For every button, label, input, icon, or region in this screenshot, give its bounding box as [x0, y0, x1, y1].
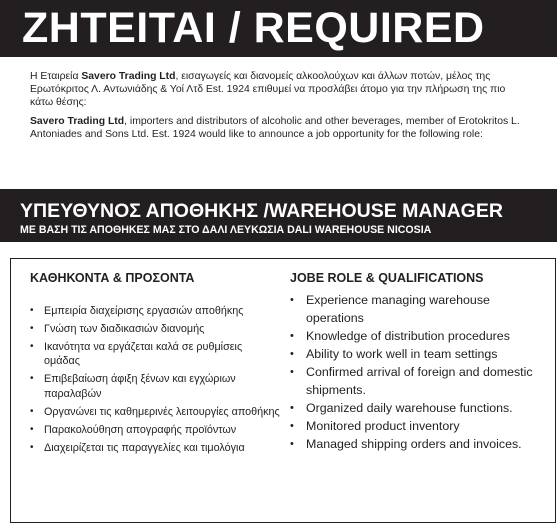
english-duty-item [290, 291, 545, 327]
english-duty-item [290, 327, 545, 345]
english-duty-item [290, 399, 545, 417]
english-duty-item-text: Knowledge of distribution procedures [306, 329, 510, 343]
bullet-icon: • [290, 366, 294, 378]
bullet-icon: • [290, 402, 294, 414]
english-duty-item-text: Managed shipping orders and invoices. [306, 437, 522, 451]
english-duty-item-text: Organized daily warehouse functions. [306, 401, 513, 415]
bullet-icon: • [290, 348, 294, 360]
page-title: ΖΗΤΕΙΤΑΙ / REQUIRED [22, 4, 485, 52]
intro-english-company: Savero Trading Ltd [30, 115, 125, 127]
intro-greek-company: Savero Trading Ltd [81, 71, 176, 82]
intro-english-paragraph [30, 115, 530, 141]
bullet-icon: • [290, 420, 294, 432]
english-duties-heading: JOBE ROLE & QUALIFICATIONS [290, 271, 484, 285]
bullet-icon: • [30, 441, 34, 453]
intro-greek-body: , εισαγωγείς και διανομείς αλκοολούχων και άλλων ποτών, μέλος της Ερωτόκριτος Λ. Αντωνιάδης & Υοί Λτδ Est. 1924 επιθυμεί να προσλάβει άτομο για την πλήρωση της πιο κάτω θέσης: [30, 71, 506, 109]
english-duty-item [290, 345, 545, 363]
bullet-icon: • [30, 322, 34, 334]
greek-duty-item-text: Οργανώνει τις καθημερινές λειτουργίες αποθήκης [44, 405, 280, 418]
bullet-icon: • [30, 340, 34, 352]
greek-duty-item [30, 372, 280, 401]
role-title: ΥΠΕΥΘΥΝΟΣ ΑΠΟΘΗΚΗΣ /WAREHOUSE MANAGER [20, 200, 503, 222]
english-duty-item [290, 363, 545, 399]
greek-duty-item [30, 322, 280, 337]
greek-duty-item [30, 405, 280, 420]
intro-text [30, 70, 530, 146]
english-duties-list [290, 291, 545, 453]
greek-duty-item [30, 423, 280, 438]
greek-duty-item-text: Παρακολούθηση απογραφής προϊόντων [44, 423, 237, 436]
intro-greek-paragraph [30, 70, 530, 110]
greek-duty-item-text: Εμπειρία διαχείρισης εργασιών αποθήκης [44, 305, 244, 317]
greek-duty-item [30, 340, 280, 369]
english-duty-item-text: Confirmed arrival of foreign and domestic shipments. [306, 365, 533, 397]
bullet-icon: • [30, 405, 34, 417]
intro-greek-prefix: Η Εταιρεία [30, 71, 82, 82]
bullet-icon: • [290, 294, 294, 306]
bullet-icon: • [30, 305, 34, 316]
english-duty-item [290, 435, 545, 453]
bullet-icon: • [290, 438, 294, 450]
bullet-icon: • [290, 330, 294, 342]
english-duty-item-text: Monitored product inventory [306, 419, 460, 433]
intro-english-body: , importers and distributors of alcoholic and other beverages, member of Erotokritos L. Antoniades and Sons Ltd. Est. 1924 would like to announce a job opportunity for the following role: [30, 115, 520, 140]
greek-duties-heading: ΚΑΘΗΚΟΝΤΑ & ΠΡΟΣΟΝΤΑ [30, 271, 195, 285]
english-duty-item-text: Experience managing warehouse operations [306, 293, 490, 325]
greek-duty-item-text: Ικανότητα να εργάζεται καλά σε ρυθμίσεις ομάδας [44, 340, 243, 368]
greek-duty-item [30, 441, 280, 456]
greek-duty-item-text: Γνώση των διαδικασιών διανομής [44, 322, 205, 335]
greek-duties-list [30, 304, 280, 458]
greek-duty-item-text: Διαχειρίζεται τις παραγγελίες και τιμολόγια [44, 441, 245, 454]
bullet-icon: • [30, 423, 34, 435]
greek-duty-item-text: Επιβεβαίωση άφιξη ξένων και εγχώριων παραλαβών [44, 373, 236, 400]
english-duty-item [290, 417, 545, 435]
bullet-icon: • [30, 373, 34, 385]
english-duty-item-text: Ability to work well in team settings [306, 347, 498, 361]
role-location: ΜΕ ΒΑΣΗ ΤΙΣ ΑΠΟΘΗΚΕΣ ΜΑΣ ΣΤΟ ΔΑΛΙ ΛΕΥΚΩΣΙΑ DALI WAREHOUSE NICOSIA [20, 224, 432, 236]
greek-duty-item [30, 304, 280, 319]
